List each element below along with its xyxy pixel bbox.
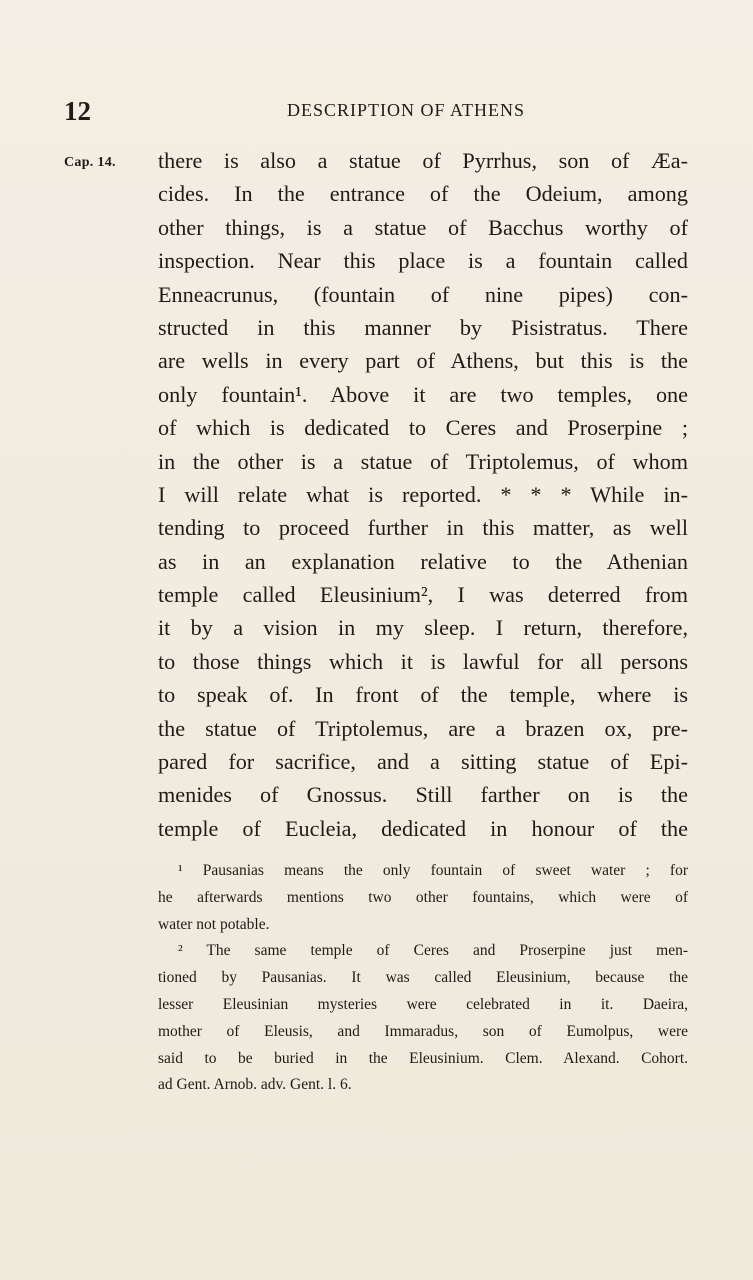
footnote-line: lesser Eleusinian mysteries were celebrated in it. Daeira, [158,995,688,1013]
chapter-margin-note: Cap. 14. [64,155,116,170]
footnote-line: mother of Eleusis, and Immaradus, son of Eumolpus, were [158,1022,688,1040]
body-line: I will relate what is reported. * * * While in- [158,481,688,507]
footnotes [158,858,688,1099]
footnote-line: ² The same temple of Ceres and Proserpine just men- [178,942,688,960]
body-line: inspection. Near this place is a fountain called [158,248,688,274]
body-line: it by a vision in my sleep. I return, therefore, [158,615,688,641]
body-line: as in an explanation relative to the Athenian [158,548,688,574]
body-line: in the other is a statue of Triptolemus, of whom [158,448,688,474]
body-line: there is also a statue of Pyrrhus, son of Æa- [158,148,688,173]
footnote-line: ¹ Pausanias means the only fountain of sweet water ; for [178,862,688,879]
body-line: the statue of Triptolemus, are a brazen ox, pre- [158,715,688,741]
body-line: cides. In the entrance of the Odeium, among [158,181,688,207]
body-line: menides of Gnossus. Still farther on is the [158,782,688,808]
body-line: temple called Eleusinium², I was deterred from [158,582,688,608]
body-line: tending to proceed further in this matter, as well [158,515,688,541]
body-line: of which is dedicated to Ceres and Proserpine ; [158,415,688,441]
body-line: temple of Eucleia, dedicated in honour of the [158,815,688,841]
body-line: other things, is a statue of Bacchus worthy of [158,214,688,240]
body-line: to those things which it is lawful for all persons [158,648,688,674]
body-line: are wells in every part of Athens, but this is the [158,348,688,374]
footnote-line: tioned by Pausanias. It was called Eleusinium, because the [158,969,688,987]
body-line: only fountain¹. Above it are two temples, one [158,381,688,407]
footnote-line: water not potable. [158,915,270,933]
body-text [158,144,688,845]
footnote-line: said to be buried in the Eleusinium. Clem. Alexand. Cohort. [158,1049,688,1067]
running-head: DESCRIPTION OF ATHENS [287,100,526,120]
page-number: 12 [64,96,91,126]
body-line: Enneacrunus, (fountain of nine pipes) con- [158,281,688,307]
footnote-line: ad Gent. Arnob. adv. Gent. l. 6. [158,1076,352,1094]
body-line: structed in this manner by Pisistratus. There [158,314,688,340]
footnote-line: he afterwards mentions two other fountains, which were of [158,888,688,906]
body-line: pared for sacrifice, and a sitting statue of Epi- [158,749,688,775]
body-line: to speak of. In front of the temple, where is [158,682,688,708]
